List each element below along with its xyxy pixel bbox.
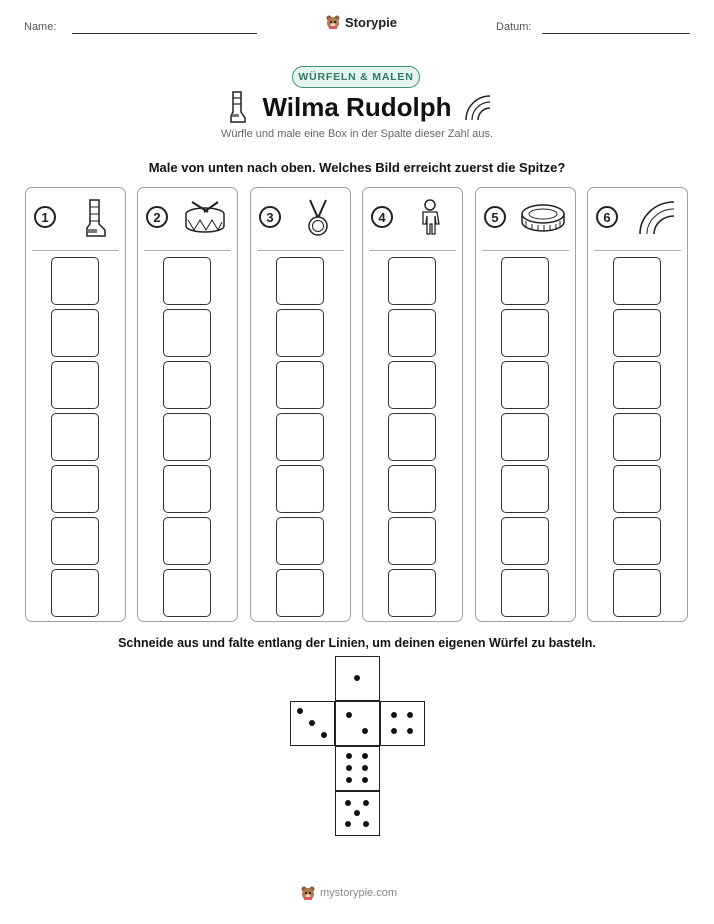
color-box[interactable]: [501, 569, 549, 617]
column-header: [138, 188, 237, 250]
die-face-6: [335, 746, 380, 791]
column-divider: [257, 250, 344, 251]
color-box[interactable]: [613, 465, 661, 513]
column-divider: [32, 250, 119, 251]
die-pip: [346, 712, 352, 718]
color-box[interactable]: [163, 257, 211, 305]
color-box[interactable]: [388, 569, 436, 617]
column-number: 3: [259, 206, 281, 228]
color-box[interactable]: [501, 517, 549, 565]
column-1: [25, 187, 126, 622]
color-box[interactable]: [501, 257, 549, 305]
drum-icon: [182, 198, 228, 238]
column-number: 6: [596, 206, 618, 228]
color-box[interactable]: [613, 413, 661, 461]
color-box[interactable]: [501, 309, 549, 357]
color-box[interactable]: [51, 517, 99, 565]
color-box[interactable]: [501, 465, 549, 513]
bear-footer-icon: [300, 885, 316, 901]
color-box[interactable]: [613, 257, 661, 305]
die-pip: [391, 712, 397, 718]
name-label: Name:: [24, 21, 57, 33]
column-header: [588, 188, 687, 250]
die-pip: [346, 753, 352, 759]
column-divider: [482, 250, 569, 251]
column-number: 4: [371, 206, 393, 228]
color-box[interactable]: [388, 465, 436, 513]
column-divider: [144, 250, 231, 251]
column-number: 5: [484, 206, 506, 228]
die-pip: [354, 810, 360, 816]
die-pip: [362, 765, 368, 771]
column-6: [587, 187, 688, 622]
footer: [300, 885, 414, 901]
column-header: [26, 188, 125, 250]
color-box[interactable]: [613, 309, 661, 357]
color-box[interactable]: [51, 413, 99, 461]
color-box[interactable]: [163, 361, 211, 409]
column-number: 2: [146, 206, 168, 228]
color-box[interactable]: [501, 361, 549, 409]
brand-name: Storypie: [345, 14, 398, 30]
die-pip: [297, 708, 303, 714]
running-track-icon: [632, 198, 678, 238]
color-box[interactable]: [163, 517, 211, 565]
die-face-5: [335, 791, 380, 836]
leg-brace-icon: [70, 198, 116, 238]
column-header: [363, 188, 462, 250]
column-4: [362, 187, 463, 622]
color-box[interactable]: [276, 569, 324, 617]
column-3: [250, 187, 351, 622]
date-label: Datum:: [496, 21, 532, 33]
coloring-instruction: Male von unten nach oben. Welches Bild erreicht zuerst die Spitze?: [148, 160, 566, 175]
die-pip: [362, 777, 368, 783]
column-divider: [594, 250, 681, 251]
color-box[interactable]: [501, 413, 549, 461]
color-box[interactable]: [613, 361, 661, 409]
column-2: [137, 187, 238, 622]
column-divider: [369, 250, 456, 251]
die-face-1: [335, 656, 380, 701]
die-pip: [363, 821, 369, 827]
die-pip: [346, 777, 352, 783]
person-icon: [407, 198, 453, 238]
die-face-4: [380, 701, 425, 746]
die-pip: [407, 712, 413, 718]
color-box[interactable]: [276, 361, 324, 409]
color-box[interactable]: [163, 569, 211, 617]
color-box[interactable]: [276, 413, 324, 461]
color-box[interactable]: [163, 465, 211, 513]
color-box[interactable]: [163, 309, 211, 357]
cut-instruction: Schneide aus und falte entlang der Linien, um deinen eigenen Würfel zu basteln.: [118, 636, 596, 650]
die-pip: [407, 728, 413, 734]
die-face-3: [290, 701, 335, 746]
color-box[interactable]: [51, 257, 99, 305]
color-box[interactable]: [276, 465, 324, 513]
page-subtitle: Würfle und male eine Box in der Spalte dieser Zahl aus.: [220, 128, 494, 140]
color-box[interactable]: [276, 309, 324, 357]
die-pip: [391, 728, 397, 734]
die-pip: [309, 720, 315, 726]
color-box[interactable]: [613, 517, 661, 565]
color-box[interactable]: [276, 517, 324, 565]
color-box[interactable]: [388, 413, 436, 461]
brand-logo: [325, 14, 397, 30]
activity-badge: WÜRFELN & MALEN: [292, 66, 420, 88]
die-pip: [363, 800, 369, 806]
die-face-2: [335, 701, 380, 746]
track-title-icon: [462, 92, 492, 122]
bear-icon: [325, 14, 341, 30]
color-box[interactable]: [388, 361, 436, 409]
color-box[interactable]: [51, 309, 99, 357]
color-box[interactable]: [613, 569, 661, 617]
page-title: Wilma Rudolph: [262, 92, 452, 122]
color-box[interactable]: [51, 361, 99, 409]
medal-icon: [295, 198, 341, 238]
column-number: 1: [34, 206, 56, 228]
die-pip: [346, 765, 352, 771]
stadium-icon: [520, 198, 566, 238]
color-box[interactable]: [276, 257, 324, 305]
die-pip: [354, 675, 360, 681]
die-pip: [362, 728, 368, 734]
footer-url: mystorypie.com: [320, 887, 398, 899]
die-pip: [345, 821, 351, 827]
color-box[interactable]: [163, 413, 211, 461]
date-line[interactable]: [542, 33, 690, 34]
name-line[interactable]: [72, 33, 257, 34]
color-box[interactable]: [51, 465, 99, 513]
color-box[interactable]: [388, 257, 436, 305]
color-box[interactable]: [51, 569, 99, 617]
color-box[interactable]: [388, 517, 436, 565]
column-5: [475, 187, 576, 622]
die-pip: [362, 753, 368, 759]
die-pip: [345, 800, 351, 806]
color-box[interactable]: [388, 309, 436, 357]
column-header: [476, 188, 575, 250]
die-pip: [321, 732, 327, 738]
column-header: [251, 188, 350, 250]
